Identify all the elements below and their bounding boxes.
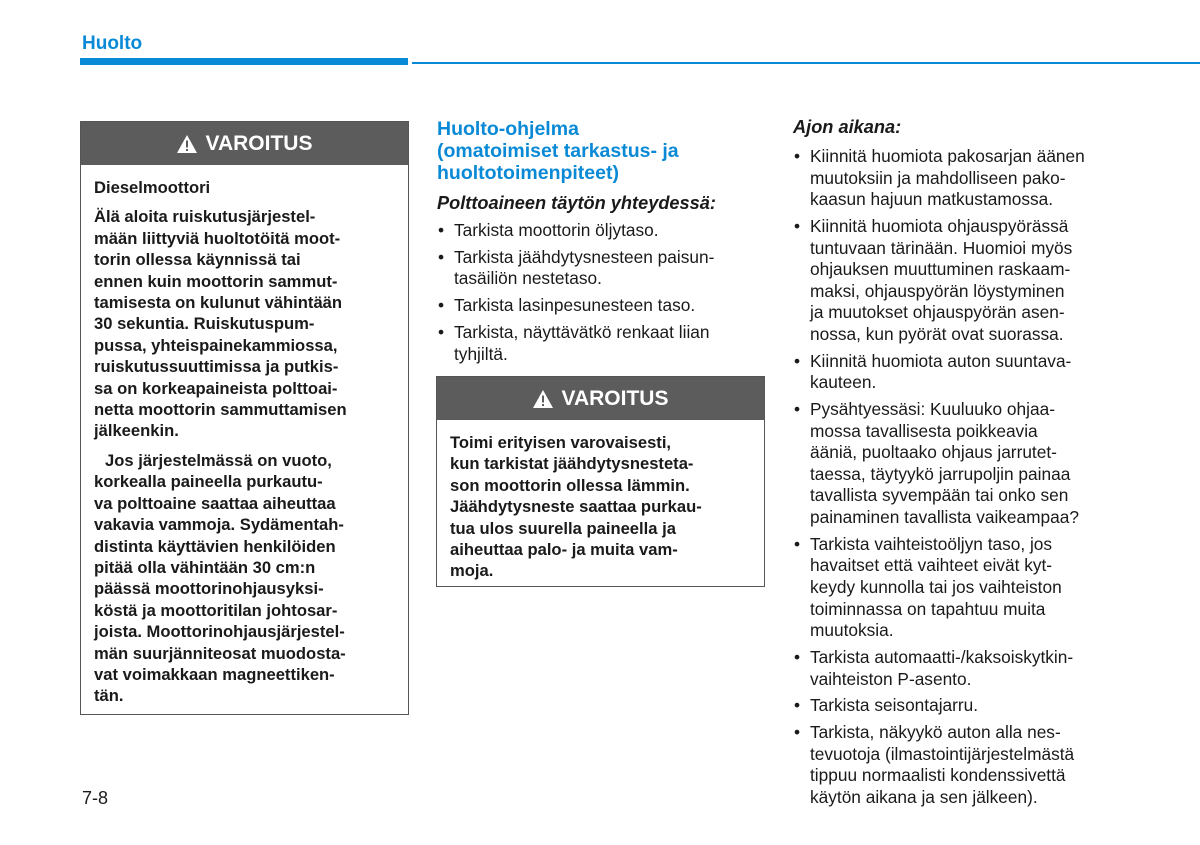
text-line: Tarkista, näkyykö auton alla nes- (810, 722, 1061, 743)
text-line: ennen kuin moottorin sammut- (94, 271, 338, 291)
warning-label: VAROITUS (205, 131, 313, 155)
text-line: havaitset että vaihteet eivät kyt- (810, 555, 1053, 576)
text-line: Tarkista automaatti-/kaksoiskytkin- (810, 647, 1074, 667)
text-line: taessa, täytyykö jarrupoljin painaa (810, 463, 1071, 484)
text-line: mossa tavallisesta poikkeavia (810, 420, 1038, 441)
text-line: tippuu normaalisti kondenssivettä (810, 765, 1066, 786)
text-line: va polttoaine saattaa aiheuttaa (94, 493, 336, 513)
text-line: tavallista syvempään tai onko sen (810, 485, 1069, 506)
warning-title: Dieselmoottori (94, 178, 211, 197)
refuel-subheading: Polttoaineen täytön yhteydessä: (437, 193, 716, 213)
text-line: nossa, kun pyörät ovat suorassa. (810, 323, 1064, 344)
text-line: ruiskutussuuttimissa ja putkis- (94, 357, 339, 377)
text-line: Tarkista vaihteistoöljyn taso, jos (810, 533, 1053, 554)
list-item (793, 722, 1120, 808)
text-line: Kiinnitä huomiota auton suuntava- (810, 350, 1072, 371)
text-line: ja muutokset ohjauspyörän asen- (810, 302, 1065, 323)
text-line: Tarkista lasinpesunesteen taso. (454, 295, 696, 316)
text-line: käytön aikana ja sen jälkeen). (810, 786, 1038, 807)
text-line: ohjauksen muuttuminen raskaam- (810, 259, 1071, 280)
warning-body (81, 165, 408, 707)
text-line: vakavia vammoja. Sydämentah- (94, 515, 344, 535)
text-line: tuntuvaan tärinään. Huomioi myös (810, 237, 1073, 258)
text-line: moja. (450, 561, 494, 581)
text-line: 30 sekuntia. Ruiskutuspum- (94, 314, 315, 334)
list-item (437, 247, 764, 290)
list-item (437, 220, 764, 242)
page-number: 7-8 (82, 788, 109, 808)
text-line: tasäiliön nestetaso. (454, 268, 602, 289)
text-line: kauteen. (810, 372, 877, 393)
list-item (793, 351, 1120, 394)
text-line: tua ulos suurella paineella ja (450, 518, 676, 538)
text-line: Tarkista moottorin öljytaso. (454, 220, 659, 240)
text-line: pitää olla vähintään 30 cm:n (94, 557, 316, 577)
text-line: maksi, ohjauspyörän löystyminen (810, 280, 1065, 301)
warning-triangle-icon (533, 390, 553, 408)
warning-paragraph (450, 432, 751, 582)
text-line: Jäähdytysneste saattaa purkau- (450, 497, 702, 517)
text-line: (omatoimiset tarkastus- ja (437, 140, 679, 163)
text-line: Kiinnitä huomiota pakosarjan äänen (810, 146, 1085, 166)
header-rule-thick (80, 58, 408, 65)
text-line: män suurjänniteosat muodosta- (94, 643, 346, 663)
text-line: kaasun hajuun matkustamossa. (810, 189, 1054, 210)
warning-header (81, 122, 408, 165)
text-line: tamisesta on kulunut vähintään (94, 293, 343, 313)
driving-subheading: Ajon aikana: (793, 117, 902, 137)
text-line: pussa, yhteispainekammiossa, (94, 335, 338, 355)
text-line: Huolto-ohjelma (437, 118, 579, 140)
text-line: Tarkista jäähdytysnesteen paisun- (454, 246, 715, 267)
refuel-checklist (437, 220, 764, 370)
service-program-heading (437, 118, 757, 185)
list-item (793, 695, 1120, 717)
text-line: keydy kunnolla tai jos vaihteiston (810, 577, 1062, 598)
list-item (437, 295, 764, 317)
text-line: mään liittyviä huoltotöitä moot- (94, 228, 341, 248)
text-line: päässä moottorinohjausyksi- (94, 579, 324, 599)
text-line: joista. Moottorinohjausjärjestel- (94, 622, 345, 642)
text-line: Pysähtyessäsi: Kuuluuko ohjaa- (810, 399, 1055, 420)
text-line: netta moottorin sammuttamisen (94, 400, 347, 420)
text-line: Kiinnitä huomiota ohjauspyörässä (810, 215, 1069, 236)
text-line: kun tarkistat jäähdytysnesteta- (450, 454, 694, 474)
warning-box-coolant (436, 376, 765, 587)
list-item (437, 322, 764, 365)
text-line: Älä aloita ruiskutusjärjestel- (94, 207, 316, 227)
text-line: Toimi erityisen varovaisesti, (450, 433, 672, 452)
warning-header (437, 377, 764, 420)
text-line: ääniä, puoltaako ohjaus jarrutet- (810, 442, 1057, 463)
text-line: tän. (94, 686, 124, 706)
text-line: korkealla paineella purkautu- (94, 472, 323, 492)
text-line: vaihteiston P-asento. (810, 668, 972, 689)
text-line: son moottorin ollessa lämmin. (450, 475, 690, 495)
warning-paragraph-1 (94, 206, 395, 441)
warning-box-diesel (80, 121, 409, 715)
header-rule-thin (412, 62, 1200, 64)
text-line: toiminnassa on tapahtuu muita (810, 598, 1046, 619)
section-title: Huolto (82, 33, 143, 54)
list-item (793, 146, 1120, 211)
text-line: muutoksia. (810, 620, 894, 641)
text-line: muutoksiin ja mahdolliseen pako- (810, 167, 1066, 188)
warning-triangle-icon (177, 135, 197, 153)
warning-label: VAROITUS (561, 386, 669, 410)
list-item (793, 399, 1120, 529)
text-line: Tarkista seisontajarru. (810, 695, 979, 716)
text-line: jälkeenkin. (94, 421, 179, 441)
text-line: huoltotoimenpiteet) (437, 162, 619, 185)
text-line: tyhjiltä. (454, 343, 508, 364)
text-line: aiheuttaa palo- ja muita vam- (450, 540, 678, 560)
text-line: köstä ja moottoritilan johtosar- (94, 600, 338, 620)
text-line: Jos järjestelmässä on vuoto, (105, 450, 332, 470)
text-line: tevuotoja (ilmastointijärjestelmästä (810, 743, 1075, 764)
text-line: painaminen tavallista vaikeampaa? (810, 507, 1079, 528)
warning-paragraph-2 (94, 450, 395, 707)
driving-checklist (793, 146, 1120, 814)
text-line: distinta käyttävien henkilöiden (94, 536, 336, 556)
text-line: sa on korkeapaineista polttoai- (94, 378, 338, 398)
warning-body (437, 420, 764, 582)
text-line: torin ollessa käynnissä tai (94, 250, 301, 270)
list-item (793, 647, 1120, 690)
list-item (793, 534, 1120, 642)
list-item (793, 216, 1120, 346)
text-line: Tarkista, näyttävätkö renkaat liian (454, 321, 710, 342)
text-line: vat voimakkaan magneettiken- (94, 664, 335, 684)
